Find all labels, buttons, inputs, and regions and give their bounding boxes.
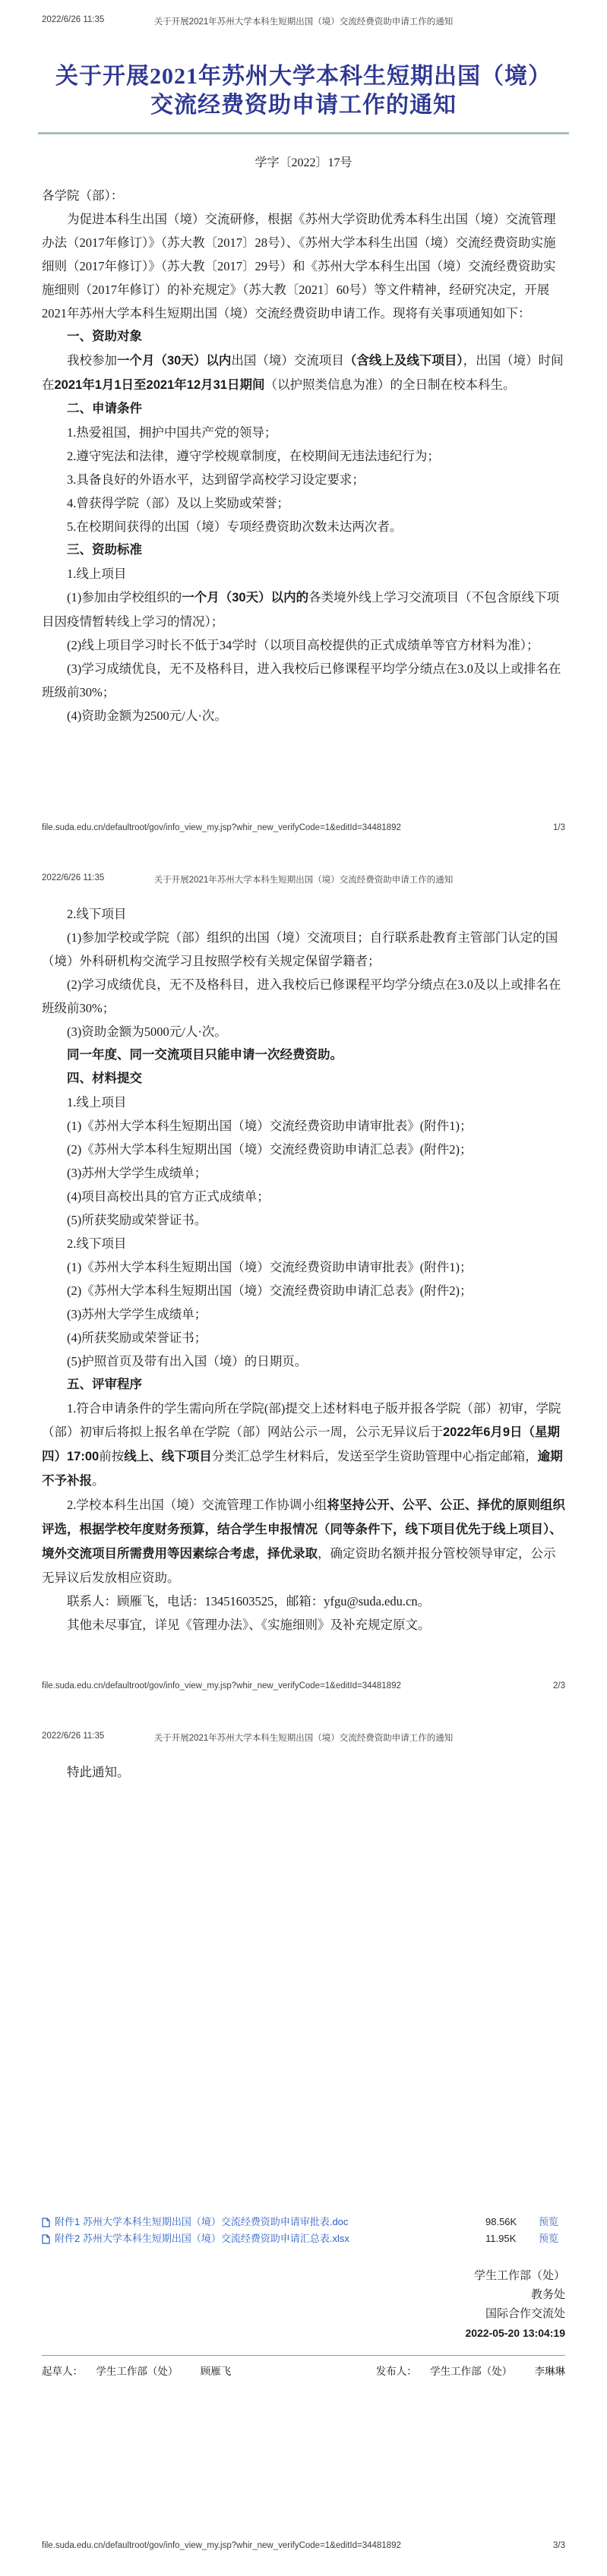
- document-body: [42, 1760, 565, 1784]
- attachment-size: 11.95K: [485, 2233, 517, 2244]
- footer-url: file.suda.edu.cn/defaultroot/gov/info_view_my.jsp?whir_new_verifyCode=1&editId=34481892: [42, 1681, 401, 1690]
- paragraph: (2)《苏州大学本科生短期出国（境）交流经费资助申请汇总表》(附件2)；: [67, 1142, 473, 1157]
- paragraph: 三、资助标准: [67, 543, 142, 557]
- attachment-link[interactable]: 附件1 苏州大学本科生短期出国（境）交流经费资助申请审批表.doc: [55, 2216, 349, 2227]
- document-title-line2: 交流经费资助申请工作的通知: [150, 93, 457, 118]
- attachment-preview-button[interactable]: 预览: [538, 2233, 558, 2244]
- title-divider: [38, 132, 569, 134]
- footer-page-number: 3/3: [553, 2541, 565, 2550]
- document-body: [42, 902, 565, 1637]
- paragraph: (2)学习成绩优良，无不及格科目，进入我校后已修课程平均学分绩点在3.0及以上或排名在班级前30%；: [42, 977, 561, 1015]
- paragraph: 联系人：顾雁飞，电话：13451603525，邮箱：yfgu@suda.edu.cn。: [67, 1594, 431, 1608]
- print-footer: [42, 2541, 565, 2550]
- page-2: [0, 858, 607, 1716]
- paragraph: 一、资助对象: [67, 330, 142, 343]
- document-title-line1: 关于开展2021年苏州大学本科生短期出国（境）: [55, 64, 552, 89]
- paragraph: 四、材料提交: [67, 1072, 142, 1085]
- paragraph: 2.遵守宪法和法律，遵守学校规章制度，在校期间无违法违纪行为；: [67, 449, 440, 463]
- paragraph: 1.热爱祖国，拥护中国共产党的领导；: [67, 425, 277, 440]
- file-doc-icon: [42, 2218, 50, 2227]
- document-number: 学字〔2022〕17号: [254, 156, 353, 169]
- print-header: [42, 15, 565, 27]
- print-header: [42, 873, 565, 886]
- paragraph: 特此通知。: [67, 1765, 130, 1779]
- drafter: [42, 2363, 231, 2378]
- attachment-row: [42, 2214, 558, 2230]
- paragraph: 同一年度、同一交流项目只能申请一次经费资助。: [67, 1048, 343, 1062]
- attachment-row: [42, 2230, 558, 2247]
- document-body: [42, 184, 565, 728]
- publisher-org: 学生工作部（处）: [430, 2366, 513, 2377]
- paragraph: (1)《苏州大学本科生短期出国（境）交流经费资助申请审批表》(附件1)；: [67, 1260, 473, 1274]
- paragraph: 1.线上项目: [67, 567, 127, 581]
- footer-url: file.suda.edu.cn/defaultroot/gov/info_view_my.jsp?whir_new_verifyCode=1&editId=34481892: [42, 2541, 401, 2550]
- signature-org: 国际合作交流处: [485, 2308, 565, 2320]
- attachment-size: 98.56K: [485, 2216, 517, 2227]
- header-timestamp: 2022/6/26 11:35: [42, 15, 105, 24]
- paragraph: (4)资助金额为2500元/人·次。: [67, 709, 227, 723]
- header-doc-title: 关于开展2021年苏州大学本科生短期出国（境）交流经费资助申请工作的通知: [153, 1734, 454, 1743]
- attachment-preview-button[interactable]: 预览: [538, 2216, 558, 2227]
- signature-datetime: 2022-05-20 13:04:19: [465, 2327, 565, 2339]
- paragraph: 我校参加一个月（30天）以内出国（境）交流项目（含线上及线下项目），出国（境）时间在2021年1月1日至2021年12月31日期间（以护照类信息为准）的全日制在校本科生。: [42, 353, 564, 392]
- paragraph: (3)苏州大学学生成绩单；: [67, 1166, 207, 1180]
- paragraph: (3)学习成绩优良，无不及格科目，进入我校后已修课程平均学分绩点在3.0及以上或排名在班级前30%；: [42, 661, 561, 699]
- paragraph: 1.线上项目: [67, 1095, 127, 1110]
- paragraph: (2)线上项目学习时长不低于34学时（以项目高校提供的正式成绩单等官方材料为准）；: [67, 638, 539, 652]
- footer-url: file.suda.edu.cn/defaultroot/gov/info_view_my.jsp?whir_new_verifyCode=1&editId=34481892: [42, 823, 401, 832]
- footer-page-number: 1/3: [553, 823, 565, 832]
- signature-org: 教务处: [530, 2289, 565, 2301]
- paragraph: (1)参加学校或学院（部）组织的出国（境）交流项目；自行联系赴教育主管部门认定的国（境）外科研机构交流学习且按照学校有关规定保留学籍者；: [42, 930, 558, 968]
- paragraph: (4)所获奖励或荣誉证书；: [67, 1331, 207, 1345]
- paragraph: 为促进本科生出国（境）交流研修，根据《苏州大学资助优秀本科生出国（境）交流管理办法（2017年修订）》（苏大教〔2017〕28号）、《苏州大学本科生出国（境）交流经费资助实施细则（2017年修订）》（苏大教〔2017〕29号）和《苏州大学本科生出国（境）交流经费资助实施细则（2017年修订）的补充规定》（苏大教〔2021〕60号）等文件精神，经研究决定，开展2021年苏州大学本科生短期出国（境）交流经费资助申请工作。现将有关事项通知如下：: [42, 212, 556, 320]
- paragraph: (5)所获奖励或荣誉证书。: [67, 1213, 207, 1227]
- paragraph: 2.线下项目: [67, 907, 127, 921]
- header-timestamp: 2022/6/26 11:35: [42, 1732, 105, 1741]
- header-timestamp: 2022/6/26 11:35: [42, 873, 105, 882]
- paragraph: (1)《苏州大学本科生短期出国（境）交流经费资助申请审批表》(附件1)；: [67, 1119, 473, 1133]
- drafter-org: 学生工作部（处）: [96, 2366, 179, 2377]
- paragraph: (3)资助金额为5000元/人·次。: [67, 1024, 227, 1039]
- paragraph: 2.线下项目: [67, 1236, 127, 1251]
- attachment-list: [42, 2214, 565, 2247]
- paragraph: 二、申请条件: [67, 402, 142, 415]
- print-footer: [42, 823, 565, 832]
- header-doc-title: 关于开展2021年苏州大学本科生短期出国（境）交流经费资助申请工作的通知: [153, 17, 454, 27]
- paragraph: 2.学校本科生出国（境）交流管理工作协调小组将坚持公开、公平、公正、择优的原则组织评选，根据学校年度财务预算，结合学生申报情况（同等条件下，线下项目优先于线上项目）、境外交流项目所需费用等因素综合考虑，择优录取，确定资助名额并报分管校领导审定，公示无异议后发放相应资助。: [42, 1498, 565, 1585]
- drafter-label: 起草人：: [42, 2366, 83, 2377]
- paragraph: 3.具备良好的外语水平，达到留学高校学习设定要求；: [67, 472, 365, 487]
- document-title: [42, 62, 565, 120]
- paragraph: (5)护照首页及带有出入国（境）的日期页。: [67, 1354, 308, 1368]
- paragraph: (2)《苏州大学本科生短期出国（境）交流经费资助申请汇总表》(附件2)；: [67, 1283, 473, 1298]
- header-doc-title: 关于开展2021年苏州大学本科生短期出国（境）交流经费资助申请工作的通知: [153, 876, 454, 885]
- paragraph: (4)项目高校出具的官方正式成绩单；: [67, 1189, 270, 1204]
- publisher: [376, 2363, 565, 2378]
- paragraph: 五、评审程序: [67, 1378, 142, 1391]
- paragraph: 5.在校期间获得的出国（境）专项经费资助次数未达两次者。: [67, 519, 403, 534]
- paragraph: (3)苏州大学学生成绩单；: [67, 1307, 207, 1321]
- paragraph: 1.符合申请条件的学生需向所在学院(部)提交上述材料电子版并报各学院（部）初审，学院（部）初审后将拟上报名单在学院（部）网站公示一周，公示无异议后于2022年6月9日（星期四）17:00前按线上、线下项目分类汇总学生材料后，发送至学生资助管理中心指定邮箱，逾期不予补报。: [42, 1401, 563, 1488]
- file-xlsx-icon: [42, 2234, 50, 2244]
- drafter-name: 顾雁飞: [200, 2366, 232, 2377]
- print-header: [42, 1732, 565, 1744]
- paragraph: 其他未尽事宜，详见《管理办法》、《实施细则》及补充规定原文。: [67, 1618, 431, 1632]
- paragraph: (1)参加由学校组织的一个月（30天）以内的各类境外线上学习交流项目（不包含原线下项目因疫情暂转线上学习的情况）；: [42, 590, 560, 629]
- signature-block: [42, 2267, 565, 2343]
- credits-row: [42, 2355, 565, 2378]
- signature-org: 学生工作部（处）: [473, 2270, 565, 2282]
- paragraph: 各学院（部）：: [42, 188, 124, 203]
- footer-page-number: 2/3: [553, 1681, 565, 1690]
- paragraph: 4.曾获得学院（部）及以上奖励或荣誉；: [67, 496, 289, 510]
- attachment-link[interactable]: 附件2 苏州大学本科生短期出国（境）交流经费资助申请汇总表.xlsx: [55, 2233, 349, 2244]
- publisher-name: 李琳琳: [534, 2366, 565, 2377]
- publisher-label: 发布人：: [375, 2366, 417, 2377]
- page-1: [0, 0, 607, 858]
- page-3: [0, 1716, 607, 2576]
- print-footer: [42, 1681, 565, 1690]
